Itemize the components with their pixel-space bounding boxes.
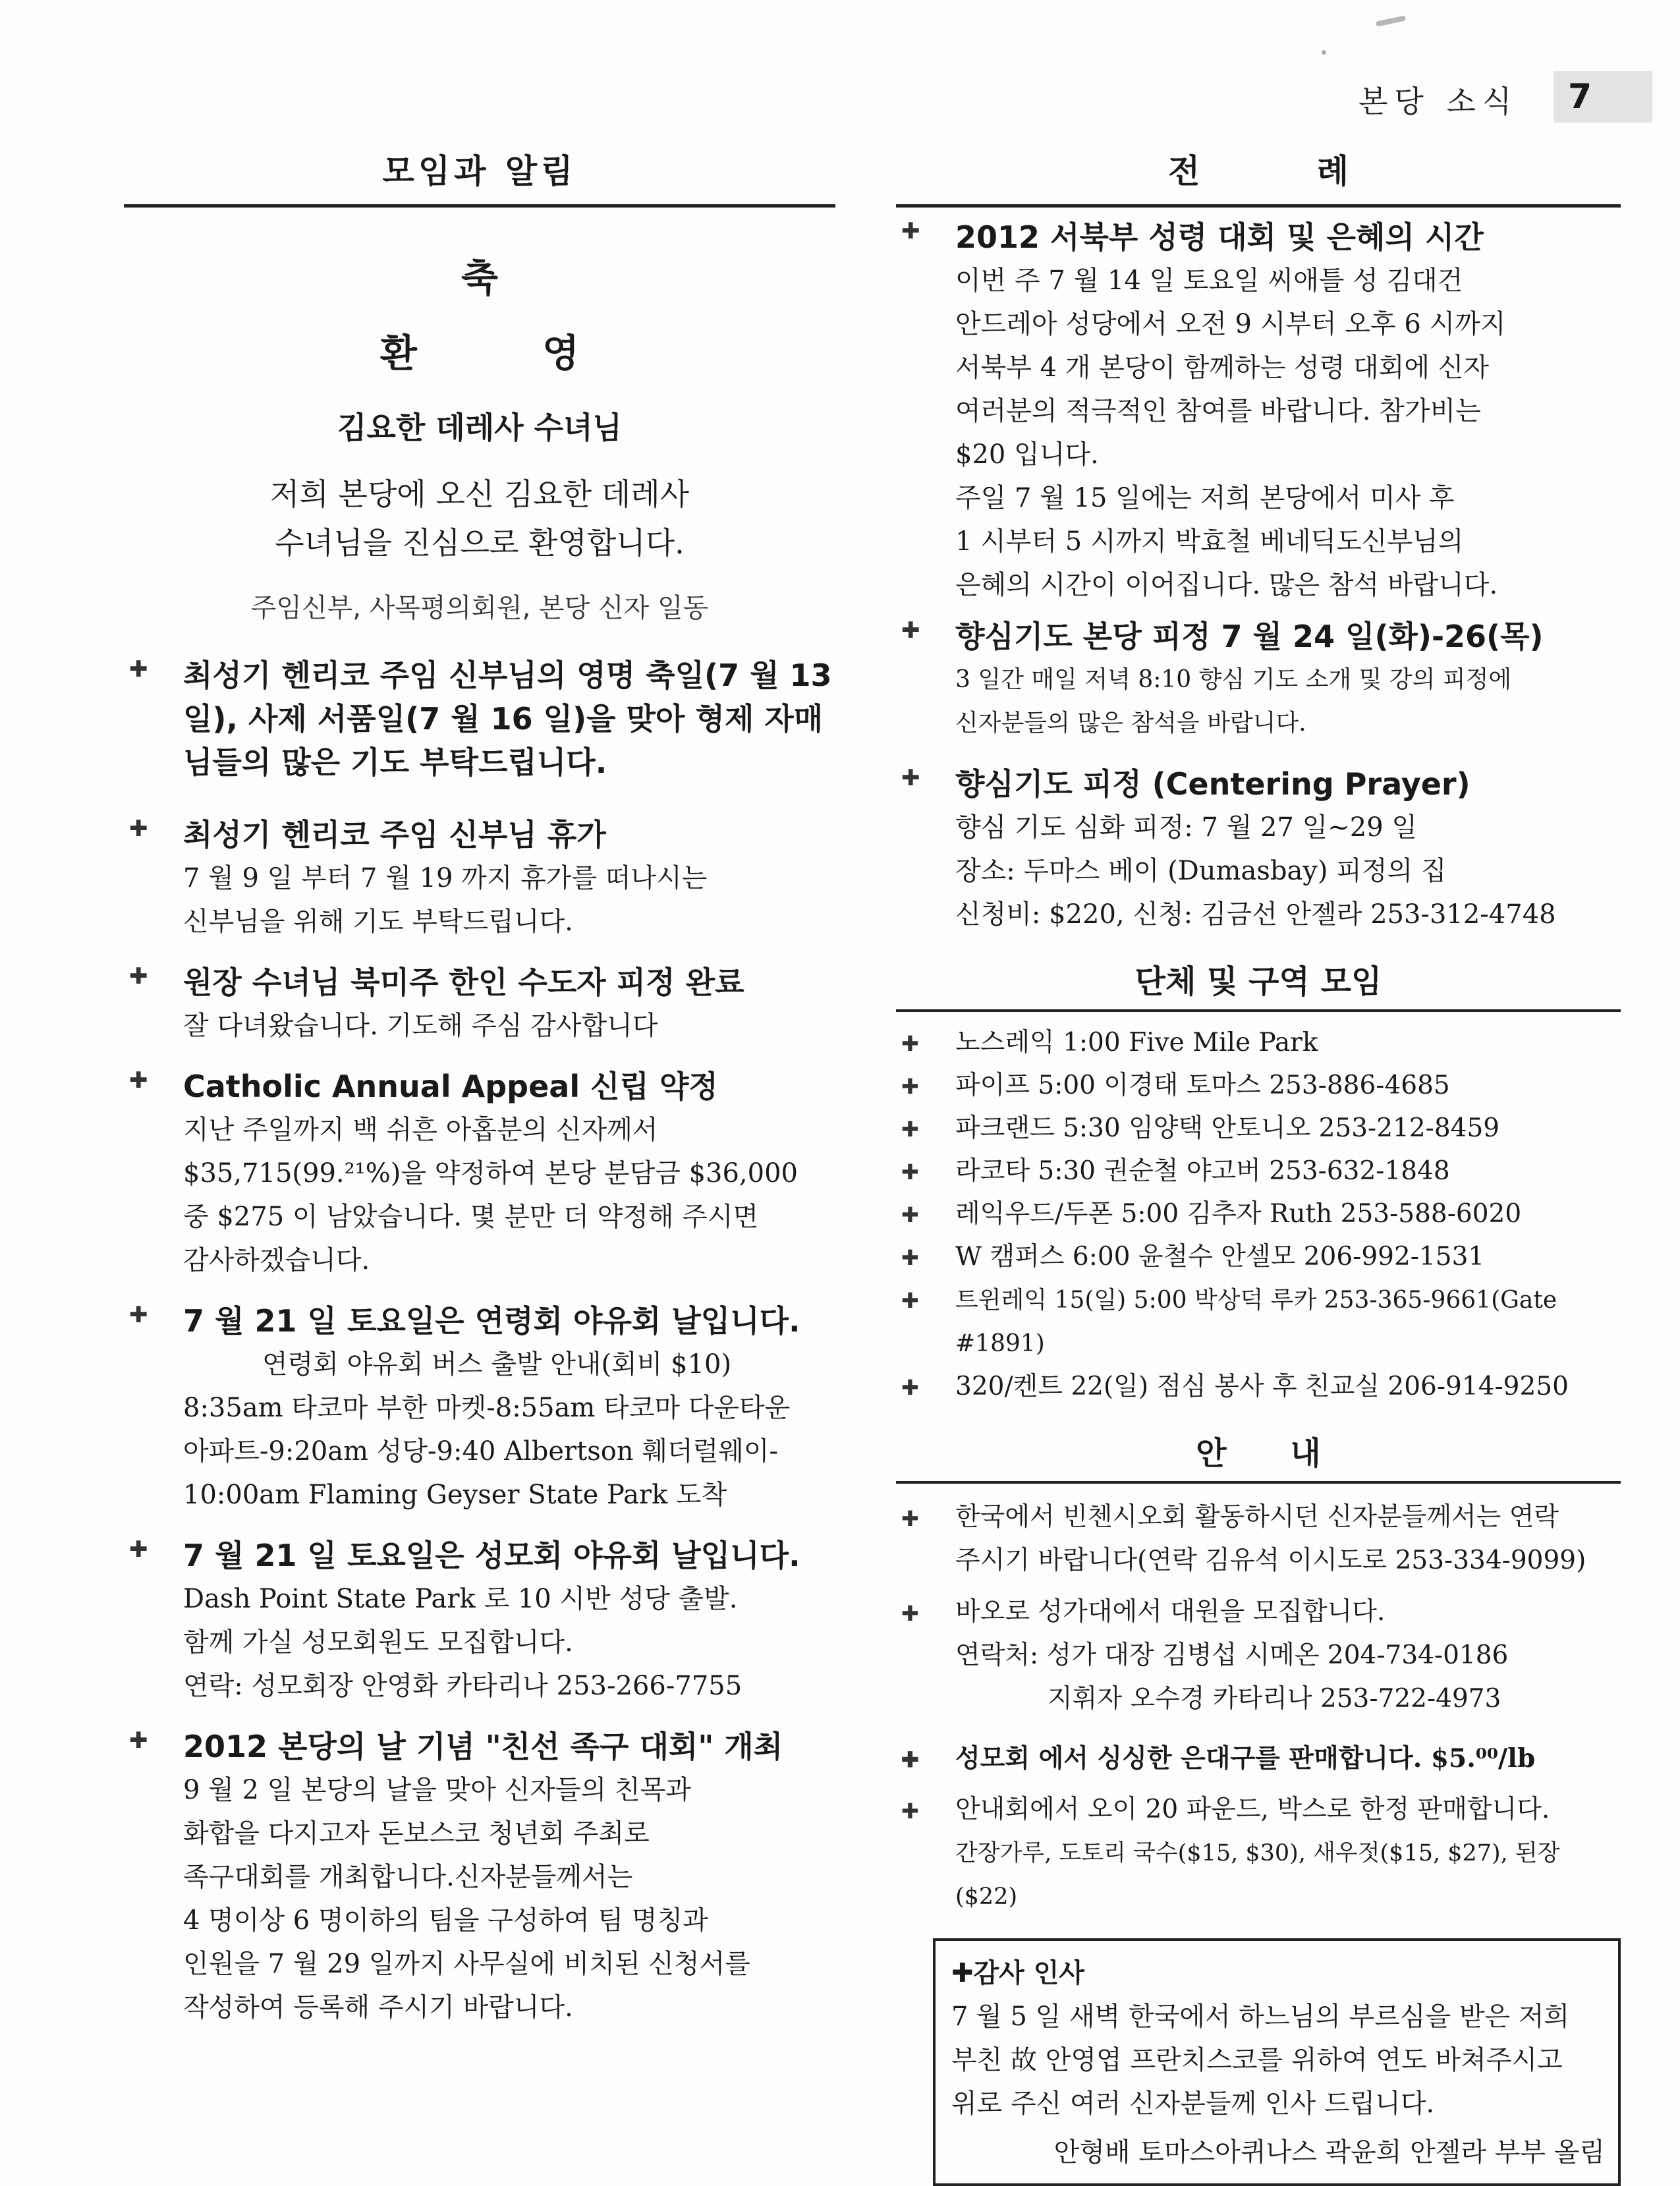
cross-bullet-icon: ✚ [129,1536,148,1563]
liturgy-item [896,615,1621,745]
welcome-line-1: 축 [461,256,499,300]
cross-bullet-icon: ✚ [901,1799,919,1824]
list-item [896,1788,1621,1919]
welcome-from: 주임신부, 사목평의회원, 본당 신자 일동 [250,593,709,623]
groups-title: 단체 및 구역 모임 [896,956,1621,1012]
announcement-body-line: 감사하겠습니다. [183,1245,370,1275]
welcome-block [124,247,835,625]
list-item [896,1737,1621,1780]
cross-bullet-icon: ✚ [129,1302,148,1328]
cross-bullet-icon: ✚ [901,1288,919,1313]
announcement-item [124,654,835,784]
welcome-name: 김요한 데레사 수녀님 [337,410,622,445]
announcement-title: 7 월 21 일 토요일은 성모회 야유회 날입니다. [183,1538,800,1573]
cross-bullet-icon: ✚ [129,1067,148,1094]
group-text: 트윈레익 15(일) 5:00 박상덕 루카 253-365-9661(Gate #1891) [955,1287,1557,1357]
notice-line: 안내회에서 오이 20 파운드, 박스로 한정 판매합니다. [955,1795,1550,1824]
announcement-body-line: $35,715(99.²¹%)을 약정하여 본당 분담금 $36,000 [183,1158,798,1189]
list-item [896,1107,1621,1150]
announcement-body-line: 지난 주일까지 백 쉬흔 아홉분의 신자께서 [183,1115,658,1145]
announcement-title: 7 월 21 일 토요일은 연령회 야유회 날입니다. [183,1303,800,1339]
announcement-title: 원장 수녀님 북미주 한인 수도자 피정 완료 [183,965,744,1000]
announcement-item [124,961,835,1048]
announcement-body-line: 10:00am Flaming Geyser State Park 도착 [183,1480,727,1510]
list-item [896,1192,1621,1235]
announcement-body-line: 4 명이상 6 명이하의 팀을 구성하여 팀 명칭과 [183,1905,708,1936]
cross-bullet-icon: ✚ [901,1160,919,1185]
announcement-title: 최성기 헨리코 주임 신부님 휴가 [183,817,606,853]
cross-bullet-icon: ✚ [129,816,148,842]
thanks-line: 위로 주신 여러 신자분들께 인사 드립니다. [951,2088,1435,2119]
right-section-title: 전 례 [896,145,1621,208]
announcement-item [124,1065,835,1282]
liturgy-body-line: 1 시부터 5 시까지 박효철 베네딕도신부님의 [955,526,1464,557]
welcome-message [124,470,835,567]
announcement-body-line: Dash Point State Park 로 10 시반 성당 출발. [183,1584,738,1614]
notice-line: 간장가루, 도토리 국수($15, $30), 새우젓($15, $27), 된장($22) [955,1840,1560,1910]
header-section-label: 본당 소식 [1358,84,1519,119]
cross-bullet-icon: ✚ [901,1117,919,1142]
liturgy-body-line: 여러분의 적극적인 참여를 바랍니다. 참가비는 [955,396,1481,426]
left-column [124,145,835,2029]
liturgy-item [896,762,1621,936]
announcement-item [124,813,835,943]
cross-bullet-icon: ✚ [901,1074,919,1099]
cross-bullet-icon: ✚ [901,1375,919,1400]
list-item [896,1590,1621,1721]
group-text: 파크랜드 5:30 임양택 안토니오 253-212-8459 [955,1113,1500,1143]
group-text: 노스레익 1:00 Five Mile Park [955,1028,1318,1057]
liturgy-body-line: 서북부 4 개 본당이 함께하는 성령 대회에 신자 [955,352,1489,383]
notice-line: 연락처: 성가 대장 김병섭 시메온 204-734-0186 [955,1640,1509,1670]
welcome-line-2: 환 영 [379,331,580,376]
list-item [896,1064,1621,1107]
cross-bullet-icon: ✚ [901,617,920,644]
cross-bullet-icon: ✚ [129,963,148,990]
group-text: W 캠퍼스 6:00 윤철수 안셀모 206-992-1531 [955,1242,1485,1272]
left-section-title: 모임과 알림 [124,145,835,208]
group-text: 레익우드/두폰 5:00 김추자 Ruth 253-588-6020 [955,1199,1522,1229]
notice-line: 한국에서 빈첸시오회 활동하시던 신자분들께서는 연락 [955,1502,1559,1532]
liturgy-body-line: 3 일간 매일 저녁 8:10 향심 기도 소개 및 강의 피정에 [955,666,1512,693]
notice-line: 주시기 바랍니다(연락 김유석 이시도로 253-334-9099) [955,1546,1586,1575]
notice-list [896,1496,1621,1919]
announcement-body-line: 중 $275 이 남았습니다. 몇 분만 더 약정해 주시면 [183,1202,759,1232]
announcement-title: 최성기 헨리코 주임 신부님의 영명 축일(7 월 13 일), 사제 서품일(7 월 16 일)을 맞아 형제 자매님들의 많은 기도 부탁드립니다. [183,658,832,780]
welcome-message-line: 수녀님을 진심으로 환영합니다. [275,525,685,561]
announcement-body-line: 아파트-9:20am 성당-9:40 Albertson 훼더럴웨이- [183,1436,779,1467]
liturgy-body-line: 장소: 두마스 베이 (Dumasbay) 피정의 집 [955,856,1447,886]
page-number: 7 [1554,71,1652,123]
notice-line: 성모회 에서 싱싱한 은대구를 판매합니다. $5.⁰⁰/lb [955,1743,1536,1774]
announcement-body-line: 함께 가실 성모회원도 모집합니다. [183,1627,573,1658]
liturgy-title: 2012 서북부 성령 대회 및 은혜의 시간 [955,219,1484,255]
cross-bullet-icon: ✚ [901,1031,919,1056]
thanks-box [933,1938,1621,2186]
group-text: 파이프 5:00 이경태 토마스 253-886-4685 [955,1071,1450,1100]
thanks-title: ✚감사 인사 [951,1958,1085,1988]
announcement-body-line: 연락: 성모회장 안영화 카타리나 253-266-7755 [183,1671,742,1701]
list-item [896,1021,1621,1064]
announcement-body-line: 9 월 2 일 본당의 날을 맞아 신자들의 친목과 [183,1775,691,1805]
announcement-body-line: 신부님을 위해 기도 부탁드립니다. [183,907,573,937]
list-item [896,1150,1621,1192]
thanks-signature: 안형배 토마스아퀴나스 곽윤희 안젤라 부부 올림 [1053,2137,1605,2168]
cross-bullet-icon: ✚ [901,1747,919,1772]
cross-bullet-icon: ✚ [901,1601,919,1626]
group-text: 320/켄트 22(일) 점심 봉사 후 친교실 206-914-9250 [955,1372,1569,1401]
announcement-body-line: 8:35am 타코마 부한 마켓-8:55am 타코마 다운타운 [183,1393,791,1423]
notice-line: 지휘자 오수경 카타리나 253-722-4973 [1048,1684,1501,1714]
notice-line: 바오로 성가대에서 대원을 모집합니다. [955,1597,1386,1627]
list-item [896,1278,1621,1365]
thanks-line: 7 월 5 일 새벽 한국에서 하느님의 부르심을 받은 저희 [951,2002,1570,2032]
list-item [896,1365,1621,1408]
liturgy-body-line: 향심 기도 심화 피정: 7 월 27 일~29 일 [955,812,1417,843]
list-item [896,1235,1621,1278]
announcement-body-line: 연령회 야유회 버스 출발 안내(회비 $10) [262,1349,732,1380]
announcement-body-line: 화합을 다지고자 돈보스코 청년회 주최로 [183,1818,650,1849]
liturgy-body-line: 이번 주 7 월 14 일 토요일 씨애틀 성 김대건 [955,266,1463,296]
liturgy-title: 향심기도 피정 (Centering Prayer) [955,766,1470,802]
scan-smudge [1376,15,1407,26]
group-text: 라코타 5:30 권순철 야고버 253-632-1848 [955,1156,1450,1186]
announcement-item [124,1534,835,1708]
announcement-title: 2012 본당의 날 기념 "친선 족구 대회" 개최 [183,1729,783,1764]
announcement-body-line: 인원을 7 월 29 일까지 사무실에 비치된 신청서를 [183,1949,750,1979]
liturgy-body-line: 신자분들의 많은 참석을 바랍니다. [955,710,1306,737]
liturgy-item [896,215,1621,607]
liturgy-body-line: $20 입니다. [955,439,1099,470]
announcement-body-line: 잘 다녀왔습니다. 기도해 주심 감사합니다 [183,1011,658,1041]
liturgy-body-line: 은혜의 시간이 이어집니다. 많은 참석 바랍니다. [955,570,1498,600]
announcement-body-line: 7 월 9 일 부터 7 월 19 까지 휴가를 떠나시는 [183,863,708,893]
announcement-item [124,1725,835,2029]
cross-bullet-icon: ✚ [901,765,920,791]
announcement-title: Catholic Annual Appeal 신립 약정 [183,1069,718,1104]
liturgy-body-line: 안드레아 성당에서 오전 9 시부터 오후 6 시까지 [955,309,1506,339]
cross-bullet-icon: ✚ [901,1245,919,1270]
liturgy-body-line: 주일 7 월 15 일에는 저희 본당에서 미사 후 [955,483,1455,513]
groups-list [896,1021,1621,1408]
cross-bullet-icon: ✚ [901,218,920,244]
cross-bullet-icon: ✚ [901,1506,919,1531]
announcement-body-line: 작성하여 등록해 주시기 바랍니다. [183,1992,573,2023]
cross-bullet-icon: ✚ [129,1727,148,1754]
notice-title: 안 내 [896,1428,1621,1484]
announcement-body-line: 족구대회를 개최합니다.신자분들께서는 [183,1862,633,1892]
cross-bullet-icon: ✚ [129,656,148,683]
liturgy-title: 향심기도 본당 피정 7 월 24 일(화)-26(목) [955,619,1544,654]
cross-bullet-icon: ✚ [901,1202,919,1227]
announcement-item [124,1299,835,1517]
welcome-message-line: 저희 본당에 오신 김요한 데레사 [269,476,690,512]
right-column [896,145,1621,2186]
scan-dot [1322,50,1326,55]
liturgy-body-line: 신청비: $220, 신청: 김금선 안젤라 253-312-4748 [955,899,1556,930]
thanks-line: 부친 故 안영엽 프란치스코를 위하여 연도 바쳐주시고 [951,2045,1563,2075]
list-item [896,1496,1621,1583]
